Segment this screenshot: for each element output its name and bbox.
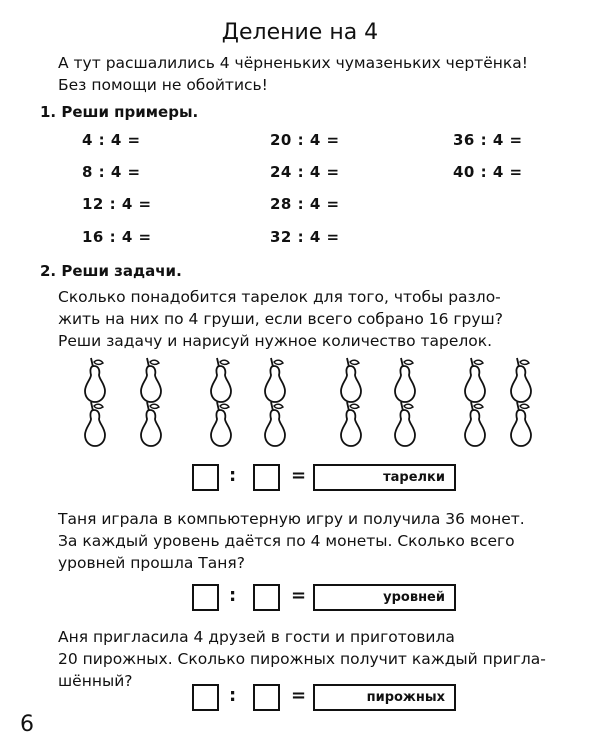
pear-icon xyxy=(462,354,490,404)
equals-sign: = xyxy=(291,685,307,706)
task-3-text xyxy=(58,626,546,692)
pear-icon xyxy=(138,354,166,404)
page-title: Деление на 4 xyxy=(221,20,379,45)
pear-icon xyxy=(392,398,420,448)
section-1-heading: 1. Реши примеры. xyxy=(40,103,199,121)
task-3-line-3: шённый? xyxy=(58,672,133,690)
pear-icon xyxy=(462,398,490,448)
dividend-box[interactable] xyxy=(192,464,219,491)
task-1-line-2: жить на них по 4 груши, если всего собрано 16 груш? xyxy=(58,310,503,328)
pear-icon xyxy=(508,354,536,404)
example: 28 : 4 = xyxy=(270,195,340,213)
intro-line-1: А тут расшалились 4 чёрненьких чумазеньких чертёнка! xyxy=(58,54,528,72)
task-3-line-1: Аня пригласила 4 друзей в гости и приготовила xyxy=(58,628,455,646)
example: 4 : 4 = xyxy=(82,131,141,149)
divisor-box[interactable] xyxy=(253,684,280,711)
task-1-line-1: Сколько понадобится тарелок для того, чтобы разло- xyxy=(58,288,501,306)
task-2-line-1: Таня играла в компьютерную игру и получила 36 монет. xyxy=(58,510,525,528)
pear-icon xyxy=(508,398,536,448)
equals-sign: = xyxy=(291,465,307,486)
task-3-line-2: 20 пирожных. Сколько пирожных получит каждый пригла- xyxy=(58,650,546,668)
example: 20 : 4 = xyxy=(270,131,340,149)
dividend-box[interactable] xyxy=(192,584,219,611)
task-2-line-2: За каждый уровень даётся по 4 монеты. Сколько всего xyxy=(58,532,515,550)
equals-sign: = xyxy=(291,585,307,606)
pear-icon xyxy=(82,398,110,448)
answer-box-levels[interactable]: уровней xyxy=(313,584,456,611)
pear-icon xyxy=(392,354,420,404)
divide-sign: : xyxy=(229,585,237,606)
example: 40 : 4 = xyxy=(453,163,523,181)
divisor-box[interactable] xyxy=(253,584,280,611)
task-2-text xyxy=(58,508,525,574)
task-2-line-3: уровней прошла Таня? xyxy=(58,554,245,572)
pear-icon xyxy=(262,398,290,448)
divide-sign: : xyxy=(229,685,237,706)
pear-icon xyxy=(338,354,366,404)
pear-icon xyxy=(82,354,110,404)
example: 16 : 4 = xyxy=(82,228,152,246)
divide-sign: : xyxy=(229,465,237,486)
example: 8 : 4 = xyxy=(82,163,141,181)
pear-icon xyxy=(208,354,236,404)
divisor-box[interactable] xyxy=(253,464,280,491)
example: 12 : 4 = xyxy=(82,195,152,213)
section-2-heading: 2. Реши задачи. xyxy=(40,262,182,280)
answer-box-plates[interactable]: тарелки xyxy=(313,464,456,491)
answer-box-cakes[interactable]: пирожных xyxy=(313,684,456,711)
pear-icon xyxy=(208,398,236,448)
dividend-box[interactable] xyxy=(192,684,219,711)
task-1-line-3: Реши задачу и нарисуй нужное количество тарелок. xyxy=(58,332,493,350)
pear-icon xyxy=(262,354,290,404)
intro-line-2: Без помощи не обойтись! xyxy=(58,76,268,94)
example: 32 : 4 = xyxy=(270,228,340,246)
page-number: 6 xyxy=(20,712,34,737)
example: 36 : 4 = xyxy=(453,131,523,149)
pear-icon xyxy=(138,398,166,448)
example: 24 : 4 = xyxy=(270,163,340,181)
pear-icon xyxy=(338,398,366,448)
